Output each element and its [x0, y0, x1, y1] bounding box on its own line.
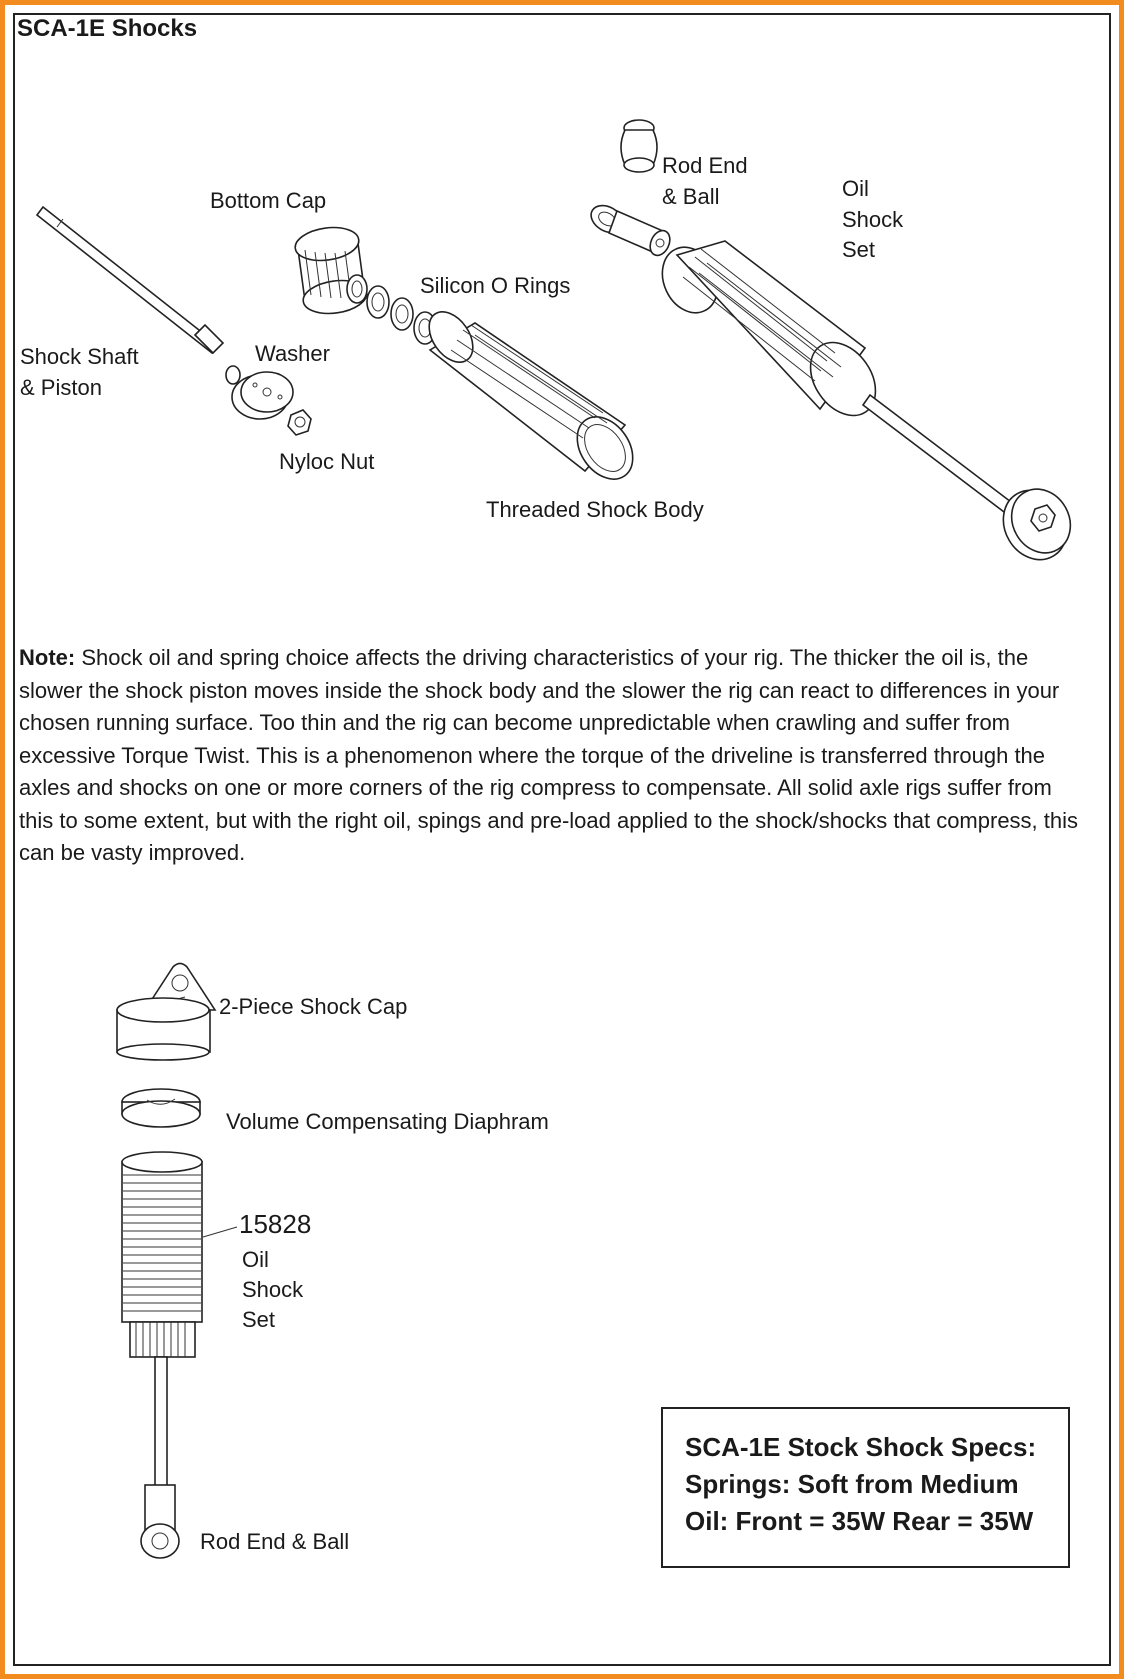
note-text: Shock oil and spring choice affects the driving characteristics of your rig. The thicker the oil is, the slower the shock piston moves inside the shock body and the slower the rig can react to differences in your chosen running surface. Too thin and the rig can become unpredictable when crawling and suffer from excessive Torque Twist. This is a phenomenon where the torque of the driveline is transferred through the axles and shocks on one or more corners of the rig compress to compensate. All solid axle rigs suffer from this to some extent, but with the right oil, spings and pre-load applied to the shock/shocks that compress, this can be vasty improved.: [19, 645, 1079, 865]
label-oil-shock-set-line3: Set: [842, 237, 876, 262]
label-washer: Washer: [255, 341, 330, 366]
label-bottom-cap: Bottom Cap: [210, 188, 327, 213]
label-threaded-shock-body: Threaded Shock Body: [486, 497, 704, 522]
spec-springs: Springs: Soft from Medium: [685, 1469, 1019, 1499]
label-assembled-oil-line3: Set: [242, 1307, 276, 1332]
shock-shaft-illustration: [37, 207, 223, 353]
rod-end-illustration: [586, 200, 673, 258]
shock-cap-illustration: [117, 964, 215, 1061]
label-shock-shaft-line2: & Piston: [20, 375, 102, 400]
nyloc-nut-illustration: [288, 410, 311, 435]
piston-illustration: [232, 372, 293, 419]
diaphram-illustration: [122, 1089, 200, 1127]
label-part-number: 15828: [239, 1209, 312, 1239]
threaded-shock-body-illustration: [420, 304, 644, 490]
assembled-shock-body-illustration: [122, 1152, 202, 1558]
label-shock-shaft-line1: Shock Shaft: [20, 344, 139, 369]
note-label: Note:: [19, 645, 76, 670]
label-nyloc-nut: Nyloc Nut: [279, 449, 375, 474]
shaft-piston-illustration: [863, 395, 1082, 571]
label-assembled-rod-end: Rod End & Ball: [200, 1529, 350, 1554]
label-oil-shock-set-line1: Oil: [842, 176, 869, 201]
spec-title: SCA-1E Stock Shock Specs:: [685, 1432, 1037, 1462]
label-oil-shock-set-line2: Shock: [842, 207, 904, 232]
rod-end-ball-illustration: [621, 120, 657, 172]
label-shock-cap: 2-Piece Shock Cap: [219, 994, 408, 1019]
spec-box: [661, 1407, 1070, 1568]
washer-illustration: [226, 366, 240, 384]
label-silicon-o-rings: Silicon O Rings: [420, 273, 571, 298]
oil-shock-set-illustration: [652, 238, 889, 428]
label-rod-end-ball-line2: & Ball: [662, 184, 720, 209]
part-number-leader-line: [203, 1227, 237, 1237]
spec-oil: Oil: Front = 35W Rear = 35W: [685, 1506, 1034, 1536]
label-diaphram: Volume Compensating Diaphram: [226, 1109, 549, 1134]
label-assembled-oil-line1: Oil: [242, 1247, 269, 1272]
label-rod-end-ball-line1: Rod End: [662, 153, 748, 178]
label-assembled-oil-line2: Shock: [242, 1277, 304, 1302]
note-paragraph: [19, 642, 1079, 870]
page-title: SCA-1E Shocks: [17, 15, 198, 42]
